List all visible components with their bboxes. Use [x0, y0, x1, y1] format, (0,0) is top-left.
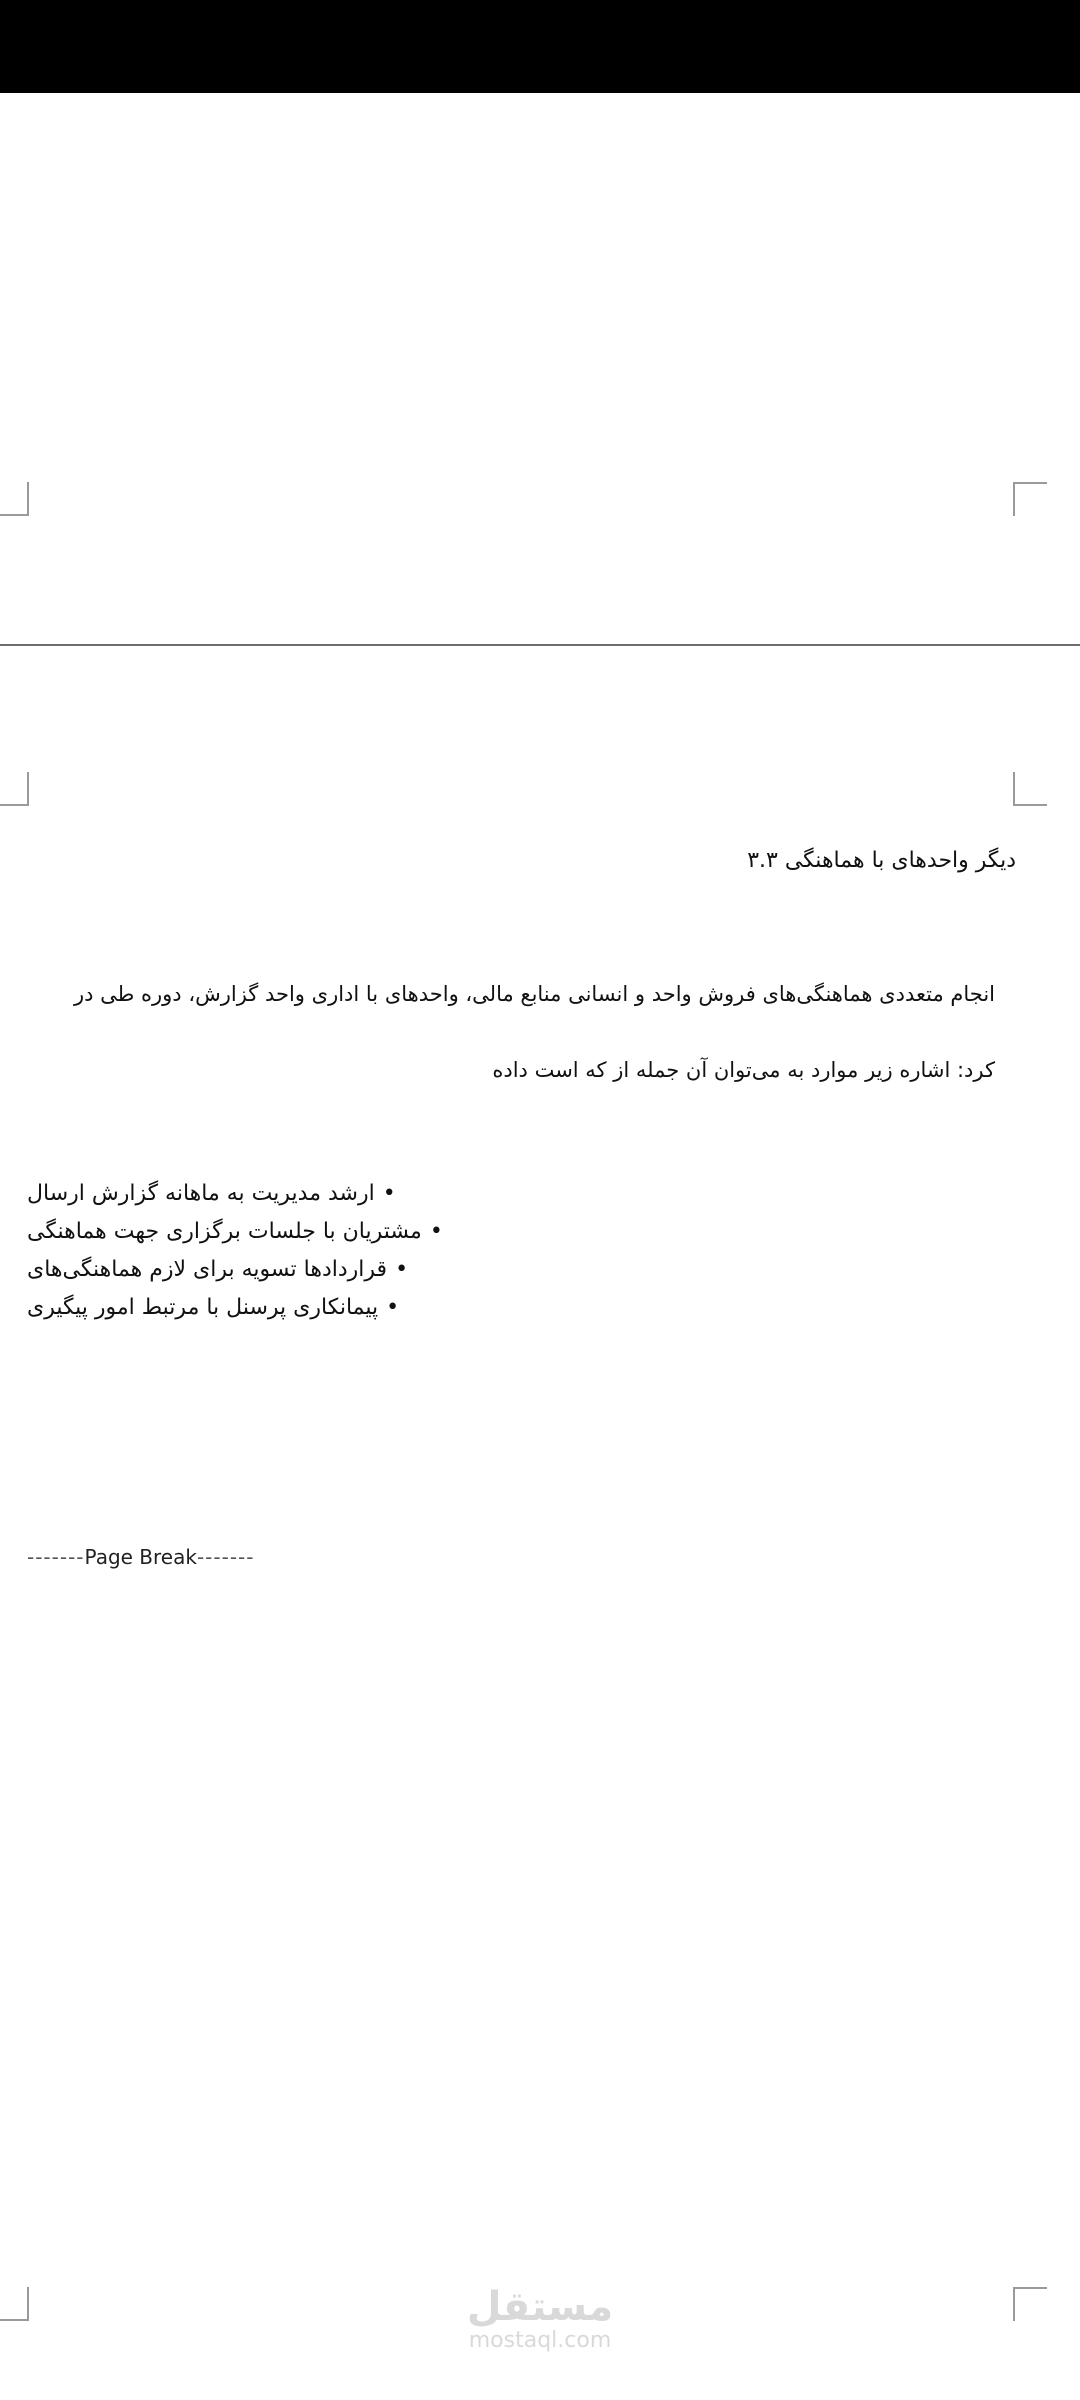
page-corner-mark-right — [1013, 804, 1047, 806]
bullet-icon: • — [395, 1257, 409, 1282]
list-item — [27, 1289, 987, 1327]
page-break-label: Page Break — [84, 1545, 197, 1569]
list-item — [27, 1251, 987, 1289]
list-item-text: پیمانکاری پرسنل با مرتبط امور پیگیری — [27, 1295, 379, 1320]
page-corner-mark-right — [1013, 482, 1015, 516]
paragraph-line: کرد: اشاره زیر موارد به می‌توان آن جمله از که است داده — [492, 1058, 995, 1082]
bullet-icon: • — [429, 1219, 443, 1244]
watermark-logo — [460, 2285, 620, 2353]
page-break-dashes: ------- — [196, 1545, 255, 1569]
page-corner-mark-right — [1013, 2287, 1015, 2321]
list-item-text: قراردادها تسویه برای لازم هماهنگی‌های — [27, 1257, 388, 1282]
section-heading: دیگر واحدهای با هماهنگی ۳.۳ — [747, 848, 1016, 873]
page-corner-mark-left — [0, 804, 28, 806]
paragraph-line: انجام متعددی هماهنگی‌های فروش واحد و انسانی منابع مالی، واحدهای با اداری واحد گزارش، دوره طی در — [73, 982, 995, 1006]
page-separator — [0, 644, 1080, 646]
page-corner-mark-right — [1013, 2287, 1047, 2289]
page-corner-mark-right — [1013, 772, 1015, 806]
page-break-marker — [27, 1545, 254, 1569]
page-corner-mark-left — [27, 772, 29, 806]
page-corner-mark-right — [1013, 482, 1047, 484]
page-corner-mark-left — [27, 482, 29, 516]
page-corner-mark-left — [0, 2319, 28, 2321]
list-item — [27, 1175, 987, 1213]
watermark-latin: mostaql.com — [468, 2328, 612, 2353]
list-item-text: مشتریان با جلسات برگزاری جهت هماهنگی — [27, 1219, 422, 1244]
list-item-text: ارشد مدیریت به ماهانه گزارش ارسال — [27, 1181, 375, 1206]
page-break-dashes: ------- — [27, 1545, 85, 1569]
bullet-icon: • — [382, 1181, 396, 1206]
watermark-arabic: مستقل — [466, 2284, 614, 2330]
list-item — [27, 1213, 987, 1251]
bullet-list — [27, 1175, 987, 1327]
page-corner-mark-left — [0, 514, 28, 516]
page-corner-mark-left — [27, 2287, 29, 2321]
body-paragraph — [27, 975, 995, 1089]
bullet-icon: • — [386, 1295, 400, 1320]
status-bar — [0, 0, 1080, 93]
